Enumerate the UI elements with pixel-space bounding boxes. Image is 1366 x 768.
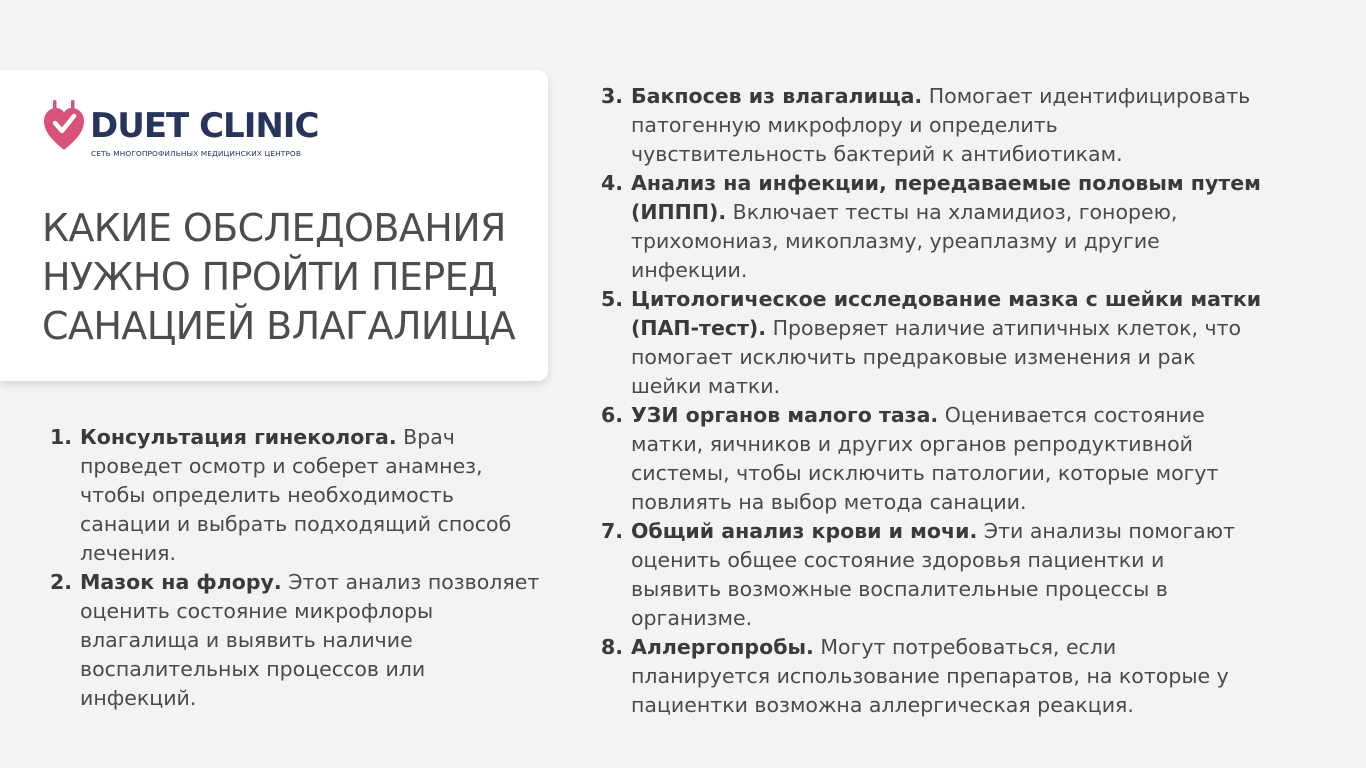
brand-tagline: СЕТЬ МНОГОПРОФИЛЬНЫХ МЕДИЦИНСКИХ ЦЕНТРОВ: [91, 149, 302, 158]
step-text: пациентки возможна аллергическая реакция.: [631, 693, 1134, 717]
step-heading: Бакпосев из влагалища.: [631, 84, 923, 108]
step-line: [631, 575, 1281, 604]
step-line: [631, 82, 1281, 111]
step-number: 7.: [601, 519, 624, 543]
step-line: [631, 546, 1281, 575]
step-text: матки, яичников и других органов репродуктивной: [631, 432, 1193, 456]
step-line: [631, 604, 1281, 633]
step-line: [631, 488, 1281, 517]
step-heading: Консультация гинеколога.: [80, 425, 397, 449]
step-line: [80, 481, 550, 510]
step-line: [631, 343, 1281, 372]
step-line: [631, 314, 1281, 343]
step-number: 6.: [601, 403, 624, 427]
step-line: [80, 684, 550, 713]
step-heading: Аллергопробы.: [631, 635, 814, 659]
step-number: 8.: [601, 635, 624, 659]
step-heading: (ИППП).: [631, 200, 727, 224]
step-line: [631, 517, 1281, 546]
step-line: [80, 510, 550, 539]
step-line: [631, 256, 1281, 285]
page-title: [42, 204, 542, 351]
step-line: [80, 597, 550, 626]
step-number: 3.: [601, 84, 624, 108]
step-item: [601, 82, 1281, 169]
step-text: Включает тесты на хламидиоз, гонорею,: [726, 200, 1178, 224]
step-line: [631, 633, 1281, 662]
step-text: системы, чтобы исключить патологии, которые могут: [631, 461, 1219, 485]
title-line: САНАЦИЕЙ ВЛАГАЛИЩА: [42, 304, 516, 348]
step-line: [631, 169, 1281, 198]
step-text: оценить состояние микрофлоры: [80, 599, 434, 623]
step-text: лечения.: [80, 541, 177, 565]
title-line: КАКИЕ ОБСЛЕДОВАНИЯ: [42, 206, 506, 250]
step-text: Этот анализ позволяет: [281, 570, 540, 594]
step-number: 1.: [50, 425, 73, 449]
step-text: организме.: [631, 606, 753, 630]
step-line: [80, 626, 550, 655]
step-number: 4.: [601, 171, 624, 195]
step-text: чувствительность бактерий к антибиотикам.: [631, 142, 1123, 166]
step-heading: УЗИ органов малого таза.: [631, 403, 939, 427]
step-text: санации и выбрать подходящий способ: [80, 512, 512, 536]
step-text: выявить возможные воспалительные процессы в: [631, 577, 1168, 601]
step-heading: Анализ на инфекции, передаваемые половым путем: [631, 171, 1261, 195]
step-text: Врач: [396, 425, 455, 449]
step-text: планируется использование препаратов, на которые у: [631, 664, 1229, 688]
step-text: шейки матки.: [631, 374, 781, 398]
step-text: инфекций.: [80, 686, 197, 710]
step-line: [631, 430, 1281, 459]
step-heading: Цитологическое исследование мазка с шейки матки: [631, 287, 1262, 311]
step-text: повлиять на выбор метода санации.: [631, 490, 1027, 514]
step-text: Проверяет наличие атипичных клеток, что: [766, 316, 1242, 340]
title-line: НУЖНО ПРОЙТИ ПЕРЕД: [42, 255, 498, 299]
step-line: [631, 662, 1281, 691]
step-item: [50, 568, 550, 713]
step-text: Оценивается состояние: [938, 403, 1205, 427]
header-card: [0, 70, 548, 381]
step-item: [601, 633, 1281, 720]
step-text: инфекции.: [631, 258, 748, 282]
step-line: [631, 691, 1281, 720]
step-text: Помогает идентифицировать: [922, 84, 1251, 108]
step-text: патогенную микрофлору и определить: [631, 113, 1058, 137]
step-line: [631, 140, 1281, 169]
step-item: [50, 423, 550, 568]
step-line: [631, 459, 1281, 488]
step-line: [631, 198, 1281, 227]
heart-logo-icon: [42, 100, 86, 152]
step-number: 2.: [50, 570, 73, 594]
step-item: [601, 169, 1281, 285]
step-text: проведет осмотр и соберет анамнез,: [80, 454, 483, 478]
step-heading: (ПАП-тест).: [631, 316, 767, 340]
step-text: оценить общее состояние здоровья пациентки и: [631, 548, 1165, 572]
step-text: влагалища и выявить наличие: [80, 628, 413, 652]
brand-logo: [42, 100, 362, 160]
step-line: [80, 539, 550, 568]
step-line: [80, 452, 550, 481]
step-text: Эти анализы помогают: [977, 519, 1235, 543]
step-heading: Мазок на флору.: [80, 570, 282, 594]
steps-list-right: [601, 82, 1281, 720]
step-text: воспалительных процессов или: [80, 657, 426, 681]
step-item: [601, 285, 1281, 401]
step-heading: Общий анализ крови и мочи.: [631, 519, 978, 543]
step-line: [80, 655, 550, 684]
step-text: помогает исключить предраковые изменения и рак: [631, 345, 1196, 369]
brand-name: DUET CLINIC: [90, 106, 319, 146]
step-item: [601, 401, 1281, 517]
step-line: [631, 372, 1281, 401]
step-line: [631, 111, 1281, 140]
step-text: Могут потребоваться, если: [813, 635, 1117, 659]
step-line: [80, 423, 550, 452]
steps-list-left: [50, 423, 550, 713]
step-item: [601, 517, 1281, 633]
step-number: 5.: [601, 287, 624, 311]
step-text: чтобы определить необходимость: [80, 483, 454, 507]
step-line: [80, 568, 550, 597]
step-line: [631, 227, 1281, 256]
step-line: [631, 401, 1281, 430]
step-text: трихомониаз, микоплазму, уреаплазму и другие: [631, 229, 1160, 253]
step-line: [631, 285, 1281, 314]
